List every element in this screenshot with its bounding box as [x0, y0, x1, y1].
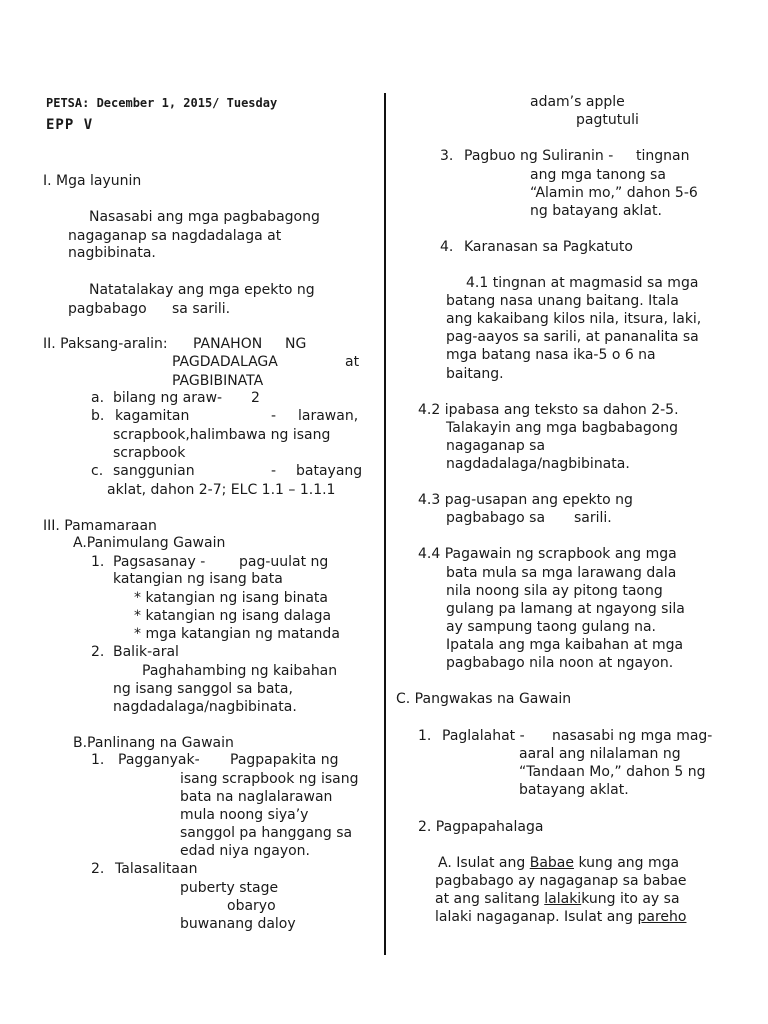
step-4-1-line: pag-aayos sa sarili, at pananalita sa: [446, 329, 699, 345]
valuing-text: at ang salitang: [435, 891, 540, 907]
problem-line: “Alamin mo,” dahon 5-6: [530, 185, 698, 201]
valuing-line: [435, 908, 686, 926]
date-header: PETSA: December 1, 2015/ Tuesday: [46, 96, 278, 110]
list-marker: b.: [91, 408, 105, 424]
materials-line: scrapbook: [113, 445, 186, 461]
motivation-line: mula noong siya’y: [180, 807, 309, 823]
subsection-a-heading: A.Panimulang Gawain: [73, 535, 226, 551]
list-marker: 3.: [440, 148, 454, 164]
motivation-label: Pagganyak-: [118, 752, 200, 768]
subsection-b-heading: B.Panlinang na Gawain: [73, 735, 234, 751]
learning-label: Karanasan sa Pagkatuto: [464, 239, 633, 255]
vocabulary-word: pagtutuli: [576, 112, 639, 128]
step-4-4-line: pagbabago nila noon at ngayon.: [446, 655, 674, 671]
days-label: bilang ng araw-: [113, 390, 223, 406]
step-4-4-line: gulang pa lamang at ngayong sila: [446, 601, 685, 617]
list-marker: c.: [91, 463, 104, 479]
subject-header: EPP V: [46, 117, 94, 133]
problem-text: tingnan: [636, 148, 690, 164]
problem-line: ang mga tanong sa: [530, 167, 666, 183]
materials-label: kagamitan: [115, 408, 190, 424]
step-4-3-line: sarili.: [574, 510, 612, 526]
step-4-3-line: pagbabago sa: [446, 510, 546, 526]
step-4-1-line: ang kakaibang kilos nila, itsura, laki,: [446, 311, 702, 327]
underlined-word: Babae: [529, 855, 574, 871]
review-label: Balik-aral: [113, 644, 179, 660]
dash: -: [271, 463, 277, 479]
drill-bullet: * mga katangian ng matanda: [134, 626, 340, 642]
materials-line: scrapbook,halimbawa ng isang: [113, 427, 331, 443]
step-4-2-line: nagaganap sa: [446, 438, 546, 454]
subsection-c-heading: C. Pangwakas na Gawain: [396, 691, 572, 707]
generalization-label: Paglalahat -: [442, 728, 525, 744]
step-4-3-line: 4.3 pag-usapan ang epekto ng: [418, 492, 633, 508]
step-4-1-line: 4.1 tingnan at magmasid sa mga: [466, 275, 699, 291]
step-4-2-line: Talakayin ang mga bagbabagong: [446, 420, 679, 436]
section-2-heading: II. Paksang-aralin:: [43, 336, 168, 352]
objective-2-line: Natatalakay ang mga epekto ng: [89, 282, 315, 298]
list-marker: 2.: [91, 644, 105, 660]
valuing-text: A. Isulat ang: [438, 855, 526, 871]
topic-word: PANAHON: [193, 336, 263, 352]
valuing-line: [438, 854, 679, 872]
step-4-1-line: batang nasa unang baitang. Itala: [446, 293, 679, 309]
step-4-1-line: mga batang nasa ika-5 o 6 na: [446, 347, 656, 363]
valuing-text: kung ito ay sa: [581, 891, 680, 907]
motivation-line: edad niya ngayon.: [180, 843, 311, 859]
references-value: batayang: [296, 463, 363, 479]
vocabulary-word: buwanang daloy: [180, 916, 296, 932]
valuing-text: kung ang mga: [578, 855, 680, 871]
step-4-4-line: bata mula sa mga larawang dala: [446, 565, 677, 581]
objective-1-line: Nasasabi ang mga pagbabagong: [89, 209, 320, 225]
list-marker: 1.: [91, 554, 105, 570]
section-1-heading: I. Mga layunin: [43, 173, 142, 189]
valuing-line: pagbabago ay nagaganap sa babae: [435, 873, 687, 889]
list-marker: 4.: [440, 239, 454, 255]
step-4-4-line: Ipatala ang mga kaibahan at mga: [446, 637, 684, 653]
drill-text: pag-uulat ng: [239, 554, 329, 570]
list-marker: a.: [91, 390, 105, 406]
motivation-line: bata na naglalarawan: [180, 789, 333, 805]
drill-bullet: * katangian ng isang binata: [134, 590, 328, 606]
vocabulary-label: Talasalitaan: [115, 861, 198, 877]
drill-bullet: * katangian ng isang dalaga: [134, 608, 332, 624]
objective-2-line: pagbabago: [68, 301, 147, 317]
problem-label: Pagbuo ng Suliranin -: [464, 148, 614, 164]
references-line: aklat, dahon 2-7; ELC 1.1 – 1.1.1: [107, 482, 336, 498]
review-line: ng isang sanggol sa bata,: [113, 681, 293, 697]
materials-value: larawan,: [298, 408, 359, 424]
step-4-4-line: ay sampung taong gulang na.: [446, 619, 656, 635]
review-line: Paghahambing ng kaibahan: [142, 663, 338, 679]
references-label: sanggunian: [113, 463, 195, 479]
step-4-4-line: 4.4 Pagawain ng scrapbook ang mga: [418, 546, 677, 562]
valuing-line: [435, 890, 680, 908]
generalization-text: nasasabi ng mga mag-: [552, 728, 713, 744]
vocabulary-word: adam’s apple: [530, 94, 625, 110]
step-4-2-line: nagdadalaga/nagbibinata.: [446, 456, 630, 472]
motivation-line: sanggol pa hanggang sa: [180, 825, 353, 841]
list-marker: 2.: [91, 861, 105, 877]
motivation-line: isang scrapbook ng isang: [180, 771, 359, 787]
drill-label: Pagsasanay -: [113, 554, 206, 570]
objective-1-line: nagbibinata.: [68, 245, 156, 261]
topic-word: PAGDADALAGA: [172, 354, 278, 370]
list-marker: 1.: [418, 728, 432, 744]
motivation-text: Pagpapakita ng: [230, 752, 339, 768]
generalization-line: aaral ang nilalaman ng: [519, 746, 681, 762]
vocabulary-word: puberty stage: [180, 880, 279, 896]
days-value: 2: [251, 390, 260, 406]
valuing-heading: 2. Pagpapahalaga: [418, 819, 544, 835]
valuing-text: lalaki nagaganap. Isulat ang: [435, 909, 634, 925]
problem-line: ng batayang aklat.: [530, 203, 662, 219]
dash: -: [271, 408, 277, 424]
step-4-4-line: nila noong sila ay pitong taong: [446, 583, 663, 599]
step-4-1-line: baitang.: [446, 366, 504, 382]
vocabulary-word: obaryo: [227, 898, 276, 914]
column-divider: [384, 93, 386, 955]
review-line: nagdadalaga/nagbibinata.: [113, 699, 297, 715]
step-4-2-line: 4.2 ipabasa ang teksto sa dahon 2-5.: [418, 402, 679, 418]
topic-word: NG: [285, 336, 307, 352]
section-3-heading: III. Pamamaraan: [43, 518, 157, 534]
generalization-line: batayang aklat.: [519, 782, 629, 798]
list-marker: 1.: [91, 752, 105, 768]
topic-word: PAGBIBINATA: [172, 373, 264, 389]
drill-line: katangian ng isang bata: [113, 571, 283, 587]
generalization-line: “Tandaan Mo,” dahon 5 ng: [519, 764, 706, 780]
objective-2-line: sa sarili.: [172, 301, 231, 317]
topic-word: at: [345, 354, 360, 370]
underlined-word: lalaki: [544, 891, 582, 907]
objective-1-line: nagaganap sa nagdadalaga at: [68, 228, 282, 244]
underlined-word: pareho: [637, 909, 687, 925]
